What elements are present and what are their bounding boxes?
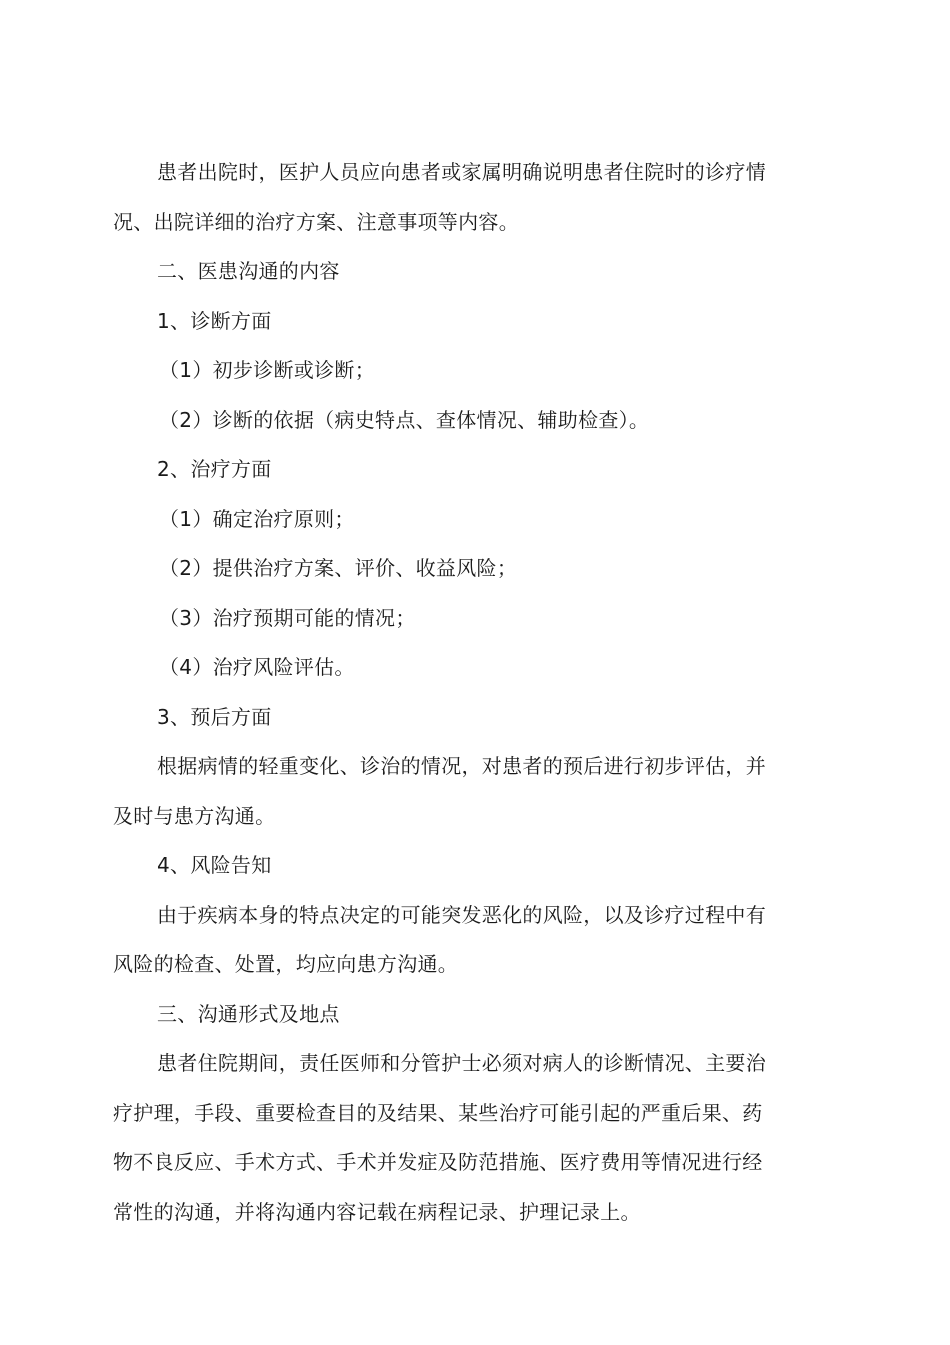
paragraph-line: 物不良反应、手术方式、手术并发症及防范措施、医疗费用等情况进行经 — [113, 1150, 763, 1174]
subsection-heading: 2、治疗方面 — [157, 457, 272, 481]
paragraph-line: 风险的检查、处置，均应向患方沟通。 — [113, 952, 459, 976]
list-item: （3）治疗预期可能的情况； — [159, 605, 416, 630]
paragraph-line: 根据病情的轻重变化、诊治的情况，对患者的预后进行初步评估，并 — [157, 754, 766, 778]
section-heading: 三、沟通形式及地点 — [157, 1001, 340, 1026]
list-item: （2）诊断的依据（病史特点、查体情况、辅助检查）。 — [159, 407, 650, 432]
paragraph-line: 及时与患方沟通。 — [113, 803, 276, 828]
paragraph-line: 患者住院期间，责任医师和分管护士必须对病人的诊断情况、主要治 — [157, 1051, 766, 1075]
subsection-heading: 3、预后方面 — [157, 704, 272, 729]
subsection-heading: 4、风险告知 — [157, 853, 272, 877]
section-heading: 二、医患沟通的内容 — [157, 259, 340, 283]
list-item: （2）提供治疗方案、评价、收益风险； — [159, 556, 518, 580]
paragraph-line: 常性的沟通，并将沟通内容记载在病程记录、护理记录上。 — [113, 1199, 641, 1224]
paragraph-line: 疗护理，手段、重要检查目的及结果、某些治疗可能引起的严重后果、药 — [113, 1100, 763, 1125]
paragraph-line: 由于疾病本身的特点决定的可能突发恶化的风险，以及诊疗过程中有 — [157, 902, 766, 927]
list-item: （1）初步诊断或诊断； — [159, 358, 376, 382]
list-item: （4）治疗风险评估。 — [159, 655, 355, 679]
list-item: （1）确定治疗原则； — [159, 506, 355, 531]
paragraph-line: 患者出院时，医护人员应向患者或家属明确说明患者住院时的诊疗情 — [157, 160, 766, 184]
paragraph-line: 况、出院详细的治疗方案、注意事项等内容。 — [113, 209, 519, 234]
document-body — [113, 148, 785, 1237]
subsection-heading: 1、诊断方面 — [157, 308, 272, 333]
